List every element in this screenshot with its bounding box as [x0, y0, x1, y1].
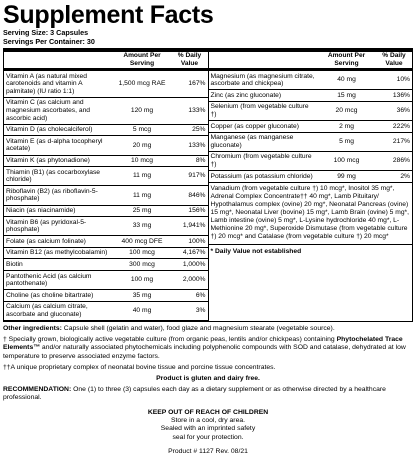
daily-value-note: * Daily Value not established [209, 244, 413, 258]
nutrient-daily-value: 36% [396, 107, 410, 115]
serving-size: Serving Size: 3 Capsules [3, 28, 89, 37]
nutrient-row [4, 98, 208, 125]
nutrient-daily-value: 222% [392, 122, 410, 130]
nutrient-amount: 2 mg [339, 122, 354, 130]
nutrient-amount: 35 mg [132, 291, 152, 299]
nutrient-amount: 25 mg [132, 207, 152, 214]
facts-table [3, 52, 413, 322]
nutrient-row [4, 259, 208, 271]
gluten-free-statement: Product is gluten and dairy free. [156, 375, 260, 383]
dv-header: % Daily Value [177, 52, 202, 67]
servings-per-container: Servings Per Container: 30 [3, 36, 95, 46]
nutrient-name: Vitamin D (as cholecalciferol) [6, 126, 93, 134]
nutrient-name: Pantothenic Acid (as calcium pantothenate) [6, 272, 92, 288]
nutrient-row [4, 236, 208, 248]
nutrient-row [209, 102, 413, 121]
column-header-left [4, 52, 208, 71]
nutrient-daily-value: 25% [192, 126, 206, 134]
nutrient-daily-value: 4,167% [182, 249, 206, 257]
nutrient-row [4, 302, 208, 321]
nutrient-amount: 10 mcg [131, 157, 153, 165]
column-header-right [209, 52, 413, 71]
nutrient-amount: 11 mg [132, 191, 152, 199]
amount-header: Amount Per Serving [123, 52, 161, 67]
nutrient-name: Manganese (as manganese gluconate) [210, 134, 294, 149]
nutrient-name: Vitamin B12 (as methylcobalamin) [6, 249, 108, 257]
recommendation: RECOMMENDATION: One (1) to three (3) capsules each day as a dietary supplement or as otherwise directed by a healthcare professional. [3, 386, 386, 402]
nutrient-row [209, 171, 413, 183]
nutrient-daily-value: 167% [188, 80, 206, 88]
nutrient-name: Vitamin K (as phytonadione) [6, 157, 90, 165]
dv-header: % Daily Value [382, 52, 406, 67]
nutrient-name: Chromium (from vegetable culture †) [210, 153, 312, 169]
nutrient-daily-value: 917% [188, 172, 206, 180]
facts-right-column [209, 52, 413, 321]
product-number: Product # 1127 Rev. 08/21 [168, 448, 248, 456]
nutrient-row [209, 71, 413, 90]
nutrient-name: Selenium (from vegetable culture †) [210, 103, 309, 119]
nutrient-row [4, 206, 208, 218]
other-ingredients: Other ingredients: Capsule shell (gelatin and water), food glaze and magnesium stearate (vegetable source). [3, 325, 335, 333]
nutrient-row [4, 167, 208, 186]
nutrient-amount: 5 mg [339, 138, 354, 146]
footnote-dagger: † Specially grown, biologically active vegetable culture (from organic peas, lentils and/or chickpeas) containing Phytochelated Trace Elements™ and/or naturally associated phytochemicals including polyphenolic compounds with SOD and catalase, dehydrated at low temperature to preserve associated enzyme factors. [3, 336, 406, 360]
nutrient-name: Calcium (as calcium citrate, ascorbate and gluconate) [6, 303, 88, 318]
nutrient-row [4, 290, 208, 302]
nutrient-daily-value: 6% [195, 291, 206, 299]
nutrient-amount: 99 mg [337, 172, 356, 180]
nutrient-amount: 20 mg [132, 141, 152, 149]
nutrient-daily-value: 1,941% [182, 222, 206, 230]
nutrient-name: Magnesium (as magnesium citrate, ascorbate and chickpea) [210, 72, 315, 88]
nutrient-row [4, 217, 208, 236]
nutrient-name: Folate (as calcium folinate) [6, 237, 86, 245]
nutrient-daily-value: 133% [188, 107, 206, 115]
other-ingredients-note: Vanadium (from vegetable culture †) 10 mcg*, Inositol 35 mg*, Adrenal Complex Concentrate†† 40 mg*, Lamb Pituitary/ Hypothalamus complex (ovine) 20 mg*, Neonatal Pancreas (ovine) 15 mg*, Neonatal Liver (bovine) 15 mg*, Lamb Brain (ovine) 5 mg*, Lamb intestine (ovine) 5 mg*, L-Lysine hydrochloride 40 mg*, L-Methionine 20 mg*, Superoxide Dismutase (from vegetable culture †) 20 mcg* and Catalase (from vegetable culture †) 20 mcg* [210, 184, 409, 240]
nutrient-daily-value: 846% [188, 191, 206, 199]
nutrient-row [4, 71, 208, 98]
nutrient-amount: 20 mcg [335, 107, 358, 115]
nutrient-amount: 100 mcg [333, 157, 360, 165]
nutrient-amount: 400 mcg DFE [121, 237, 163, 245]
nutrient-name: Biotin [6, 260, 23, 268]
nutrient-amount: 100 mg [130, 276, 154, 284]
nutrient-name: Vitamin E (as d-alpha tocopheryl acetate) [6, 137, 103, 153]
nutrient-amount: 300 mcg [129, 260, 155, 268]
nutrient-amount: 40 mg [337, 76, 356, 84]
nutrient-daily-value: 156% [188, 207, 206, 214]
nutrient-row [4, 125, 208, 137]
nutrient-row [4, 248, 208, 260]
nutrient-row [4, 156, 208, 168]
nutrient-name: Vitamin A (as natural mixed carotenoids and vitamin A palmitate) (IU ratio 1:1) [6, 72, 87, 95]
nutrient-amount: 120 mg [130, 107, 154, 115]
nutrient-amount: 100 mcg [129, 249, 155, 257]
nutrient-amount: 5 mcg [132, 126, 152, 134]
nutrient-name: Potassium (as potassium chloride) [210, 172, 313, 180]
nutrient-daily-value: 10% [396, 76, 410, 84]
amount-header: Amount Per Serving [327, 52, 366, 67]
nutrient-name: Copper (as copper gluconate) [210, 122, 299, 130]
nutrient-row [209, 152, 413, 171]
nutrient-row [209, 121, 413, 133]
nutrient-amount: 1,500 mcg RAE [118, 80, 166, 88]
nutrient-amount: 40 mg [132, 307, 152, 315]
nutrient-row [4, 136, 208, 155]
nutrient-daily-value: 286% [392, 157, 410, 165]
nutrient-daily-value: 8% [195, 157, 206, 165]
panel-title: Supplement Facts [3, 1, 214, 29]
nutrient-name: Niacin (as niacinamide) [6, 207, 76, 214]
nutrient-amount: 15 mg [337, 91, 356, 99]
nutrient-daily-value: 100% [188, 237, 206, 245]
storage-line: seal for your protection. [172, 433, 244, 441]
nutrient-row [209, 133, 413, 152]
nutrient-daily-value: 1,000% [182, 260, 206, 268]
supplement-facts-panel [3, 2, 413, 457]
nutrient-name: Choline (as choline bitartrate) [6, 291, 94, 299]
storage-block [3, 409, 413, 457]
left-rows [4, 71, 208, 321]
facts-left-column [4, 52, 209, 321]
nutrient-row [209, 90, 413, 102]
nutrient-name: Riboflavin (B2) (as riboflavin-5-phosphate) [6, 187, 98, 203]
footer-text [3, 325, 413, 403]
nutrient-daily-value: 217% [392, 138, 410, 146]
nutrient-row [4, 271, 208, 290]
nutrient-daily-value: 133% [188, 141, 206, 149]
nutrient-daily-value: 2% [400, 172, 410, 180]
nutrient-name: Zinc (as zinc gluconate) [210, 91, 282, 99]
storage-line: Store in a cool, dry area. [170, 417, 246, 425]
nutrient-name: Thiamin (B1) (as cocarboxylase chloride) [6, 168, 101, 184]
footnote-double-dagger: ††A unique proprietary complex of neonatal bovine tissue and porcine tissue concentrates. [3, 363, 276, 371]
nutrient-daily-value: 3% [195, 307, 206, 315]
nutrient-daily-value: 136% [392, 91, 410, 99]
nutrient-name: Vitamin B6 (as pyridoxal-5-phosphate) [6, 218, 87, 234]
nutrient-amount: 33 mg [132, 222, 152, 230]
nutrient-amount: 11 mg [132, 172, 152, 180]
nutrient-daily-value: 2,000% [182, 276, 206, 284]
right-rows [209, 71, 413, 183]
storage-line: Sealed with an imprinted safety [160, 425, 256, 433]
keep-out-of-reach: KEEP OUT OF REACH OF CHILDREN [147, 408, 269, 416]
nutrient-row [4, 186, 208, 205]
nutrient-name: Vitamin C (as calcium and magnesium ascorbates, and ascorbic acid) [6, 99, 91, 122]
